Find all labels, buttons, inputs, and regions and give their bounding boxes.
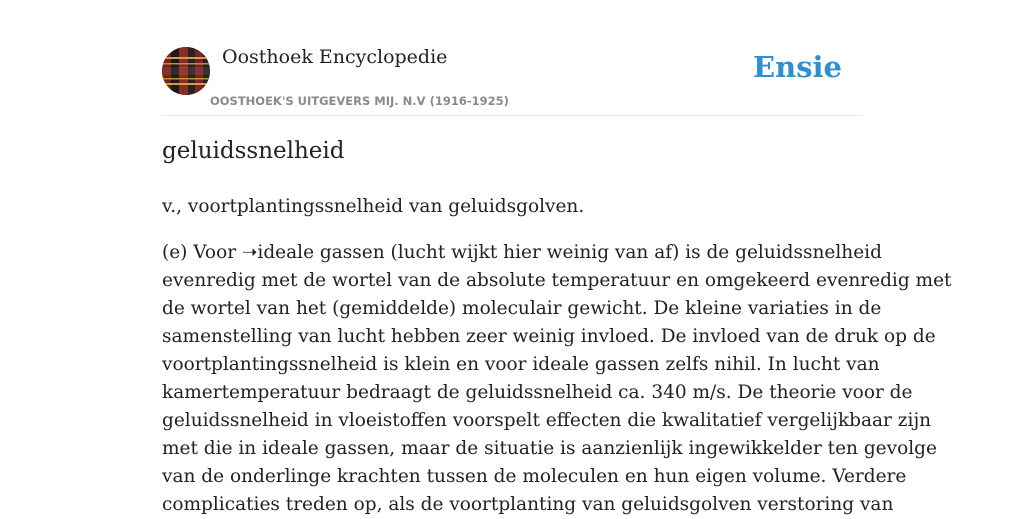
entry-body — [162, 239, 952, 519]
body-line: de wortel van het (gemiddelde) moleculair gewicht. De kleine variaties in de — [162, 298, 882, 319]
header-divider — [162, 115, 862, 116]
body-line: (e) Voor ➝ideale gassen (lucht wijkt hier weinig van af) is de geluidssnelheid — [162, 242, 882, 263]
body-line: complicaties treden op, als de voortplanting van geluidsgolven verstoring van — [162, 494, 894, 515]
publisher-label: OOSTHOEK'S UITGEVERS MIJ. N.V (1916-1925) — [210, 94, 509, 108]
body-line: met die in ideale gassen, maar de situatie is aanzienlijk ingewikkelder ten gevolge — [162, 438, 937, 459]
body-line: van de onderlinge krachten tussen de moleculen en hun eigen volume. Verdere — [162, 466, 907, 487]
source-name[interactable]: Oosthoek Encyclopedie — [222, 46, 448, 68]
source-avatar[interactable] — [162, 47, 210, 95]
entry-title: geluidssnelheid — [162, 138, 345, 164]
body-line: geluidssnelheid in vloeistoffen voorspelt effecten die kwalitatief vergelijkbaar zijn — [162, 410, 932, 431]
body-line: voortplantingssnelheid is klein en voor ideale gassen zelfs nihil. In lucht van — [162, 354, 880, 375]
entry-definition: v., voortplantingssnelheid van geluidsgolven. — [162, 196, 585, 217]
body-line: samenstelling van lucht hebben zeer weinig invloed. De invloed van de druk op de — [162, 326, 936, 347]
ensie-logo-link[interactable]: Ensie — [753, 50, 842, 84]
book-spines-icon — [162, 47, 210, 95]
body-line: evenredig met de wortel van de absolute temperatuur en omgekeerd evenredig met — [162, 270, 952, 291]
body-line: kamertemperatuur bedraagt de geluidssnelheid ca. 340 m/s. De theorie voor de — [162, 382, 913, 403]
